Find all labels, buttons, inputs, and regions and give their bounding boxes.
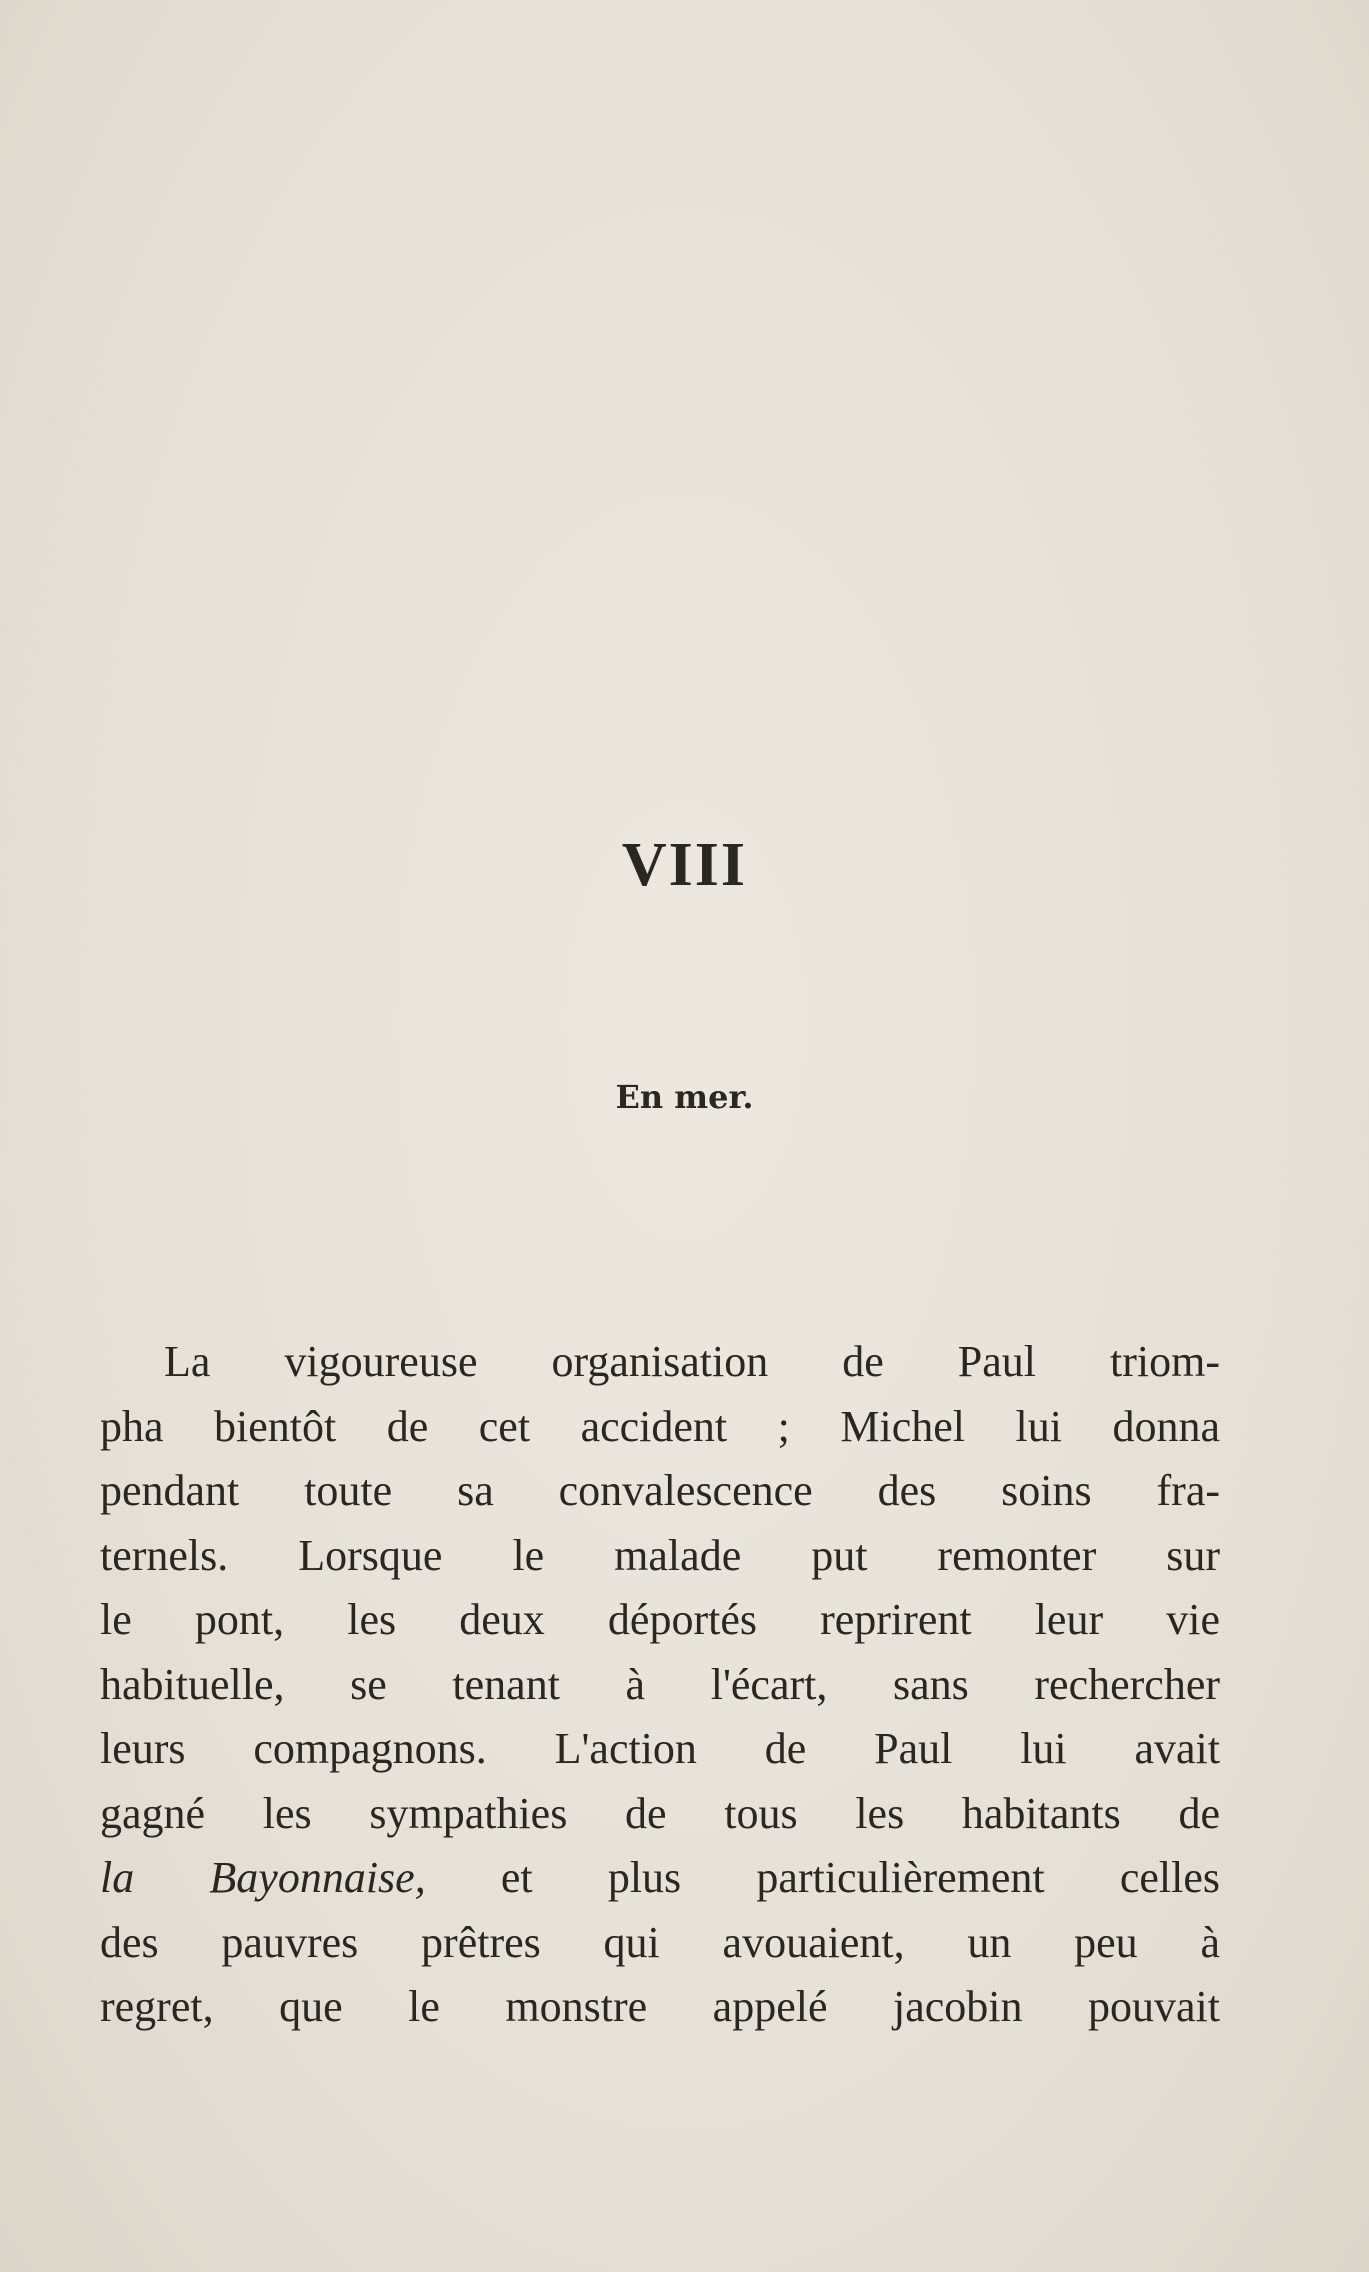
chapter-title: En mer. — [615, 1078, 754, 1116]
text-line-with-ship-name — [100, 1846, 1220, 1911]
text-line: habituelle, se tenant à l'écart, sans rechercher — [100, 1659, 1220, 1709]
text-line: gagné les sympathies de tous les habitants de — [100, 1788, 1220, 1838]
text-line: La vigoureuse organisation de Paul triom- — [164, 1337, 1220, 1386]
text-line: des pauvres prêtres qui avouaient, un peu à — [100, 1917, 1220, 1967]
text-line: leurs compagnons. L'action de Paul lui avait — [100, 1724, 1220, 1773]
text-line: pha bientôt de cet accident ; Michel lui donna — [100, 1401, 1220, 1451]
text-line: ternels. Lorsque le malade put remonter sur — [100, 1530, 1220, 1580]
text-line: regret, que le monstre appelé jacobin pouvait — [100, 1982, 1220, 2031]
text-line-rest: et plus particulièrement celles — [500, 1853, 1221, 1902]
body-paragraph — [100, 1330, 1220, 2040]
text-line: pendant toute sa convalescence des soins fra- — [100, 1466, 1220, 1515]
chapter-number: VIII — [621, 831, 748, 899]
text-line: le pont, les deux déportés reprirent leur vie — [100, 1595, 1220, 1644]
ship-name: la Bayonnaise, — [100, 1853, 426, 1902]
